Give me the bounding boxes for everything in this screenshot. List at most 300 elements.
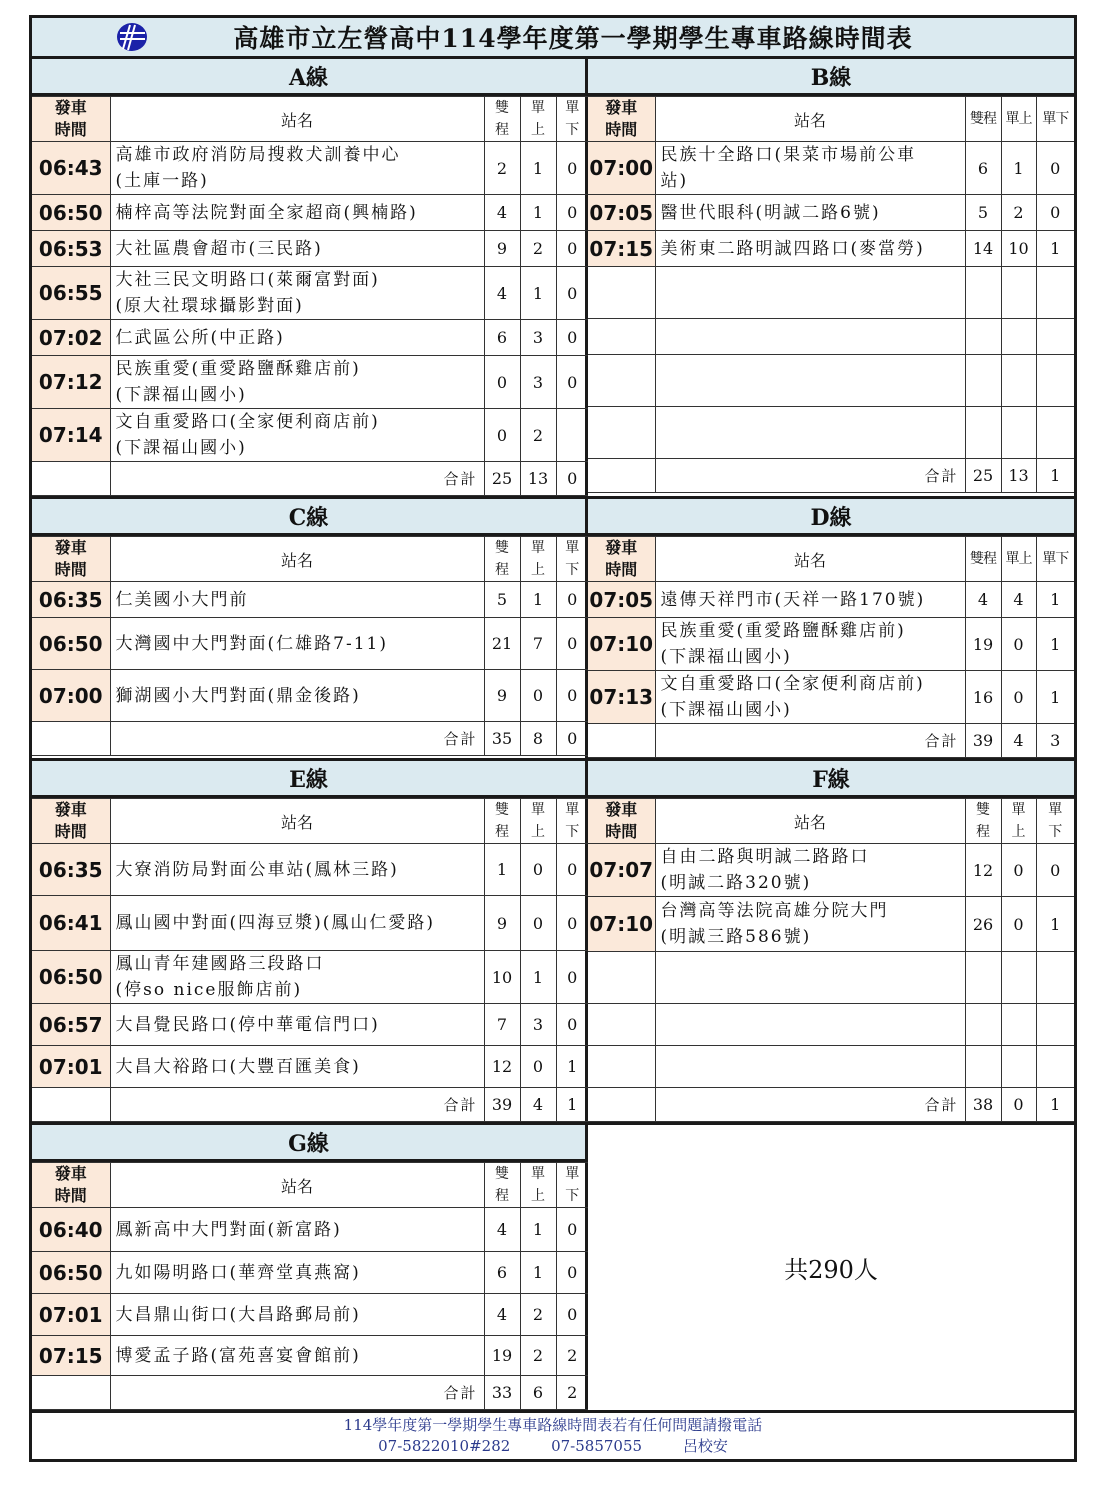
count-up: 2 [520, 231, 556, 267]
header-down-line2: 下 [565, 562, 580, 578]
count-down: 0 [556, 1004, 588, 1046]
empty-cell [588, 267, 655, 319]
line-b-table [588, 96, 1074, 493]
stop-name-line2: (下課福山國小) [660, 647, 792, 667]
empty-cell [655, 952, 965, 1004]
stop-name-line1: 醫世代眼科(明誠二路6號) [660, 202, 881, 223]
departure-time: 07:01 [32, 1294, 110, 1336]
line-a-heading: A線 [32, 59, 585, 96]
header-round-line2: 程 [495, 562, 509, 578]
empty-cell [588, 407, 655, 459]
header-departure-time [588, 537, 655, 582]
table-row [32, 142, 588, 195]
count-up: 2 [520, 1336, 556, 1376]
stop-name [110, 844, 484, 896]
stop-name [110, 267, 484, 320]
departure-time: 07:02 [32, 320, 110, 356]
table-row [32, 582, 588, 618]
subtotal-row [588, 1088, 1074, 1122]
departure-time: 07:00 [32, 670, 110, 722]
count-round: 4 [484, 1208, 520, 1252]
header-round-line2: 程 [495, 122, 509, 138]
subtotal-round: 39 [965, 724, 1001, 758]
header-time-line1: 發車 [54, 800, 87, 819]
stop-name [655, 844, 965, 897]
stop-name [110, 409, 484, 462]
header-round-line2: 程 [495, 1188, 509, 1204]
empty-cell [1001, 952, 1036, 1004]
count-up: 2 [520, 1294, 556, 1336]
subtotal-row [32, 722, 588, 756]
table-row [588, 195, 1074, 231]
header-up [520, 97, 556, 142]
subtotal-round: 39 [484, 1088, 520, 1122]
footer-phone-2: 07-5857055 [551, 1437, 643, 1455]
empty-cell [588, 1004, 655, 1046]
subtotal-round: 38 [965, 1088, 1001, 1122]
count-down [556, 409, 588, 462]
subtotal-row [32, 1088, 588, 1122]
table-row [32, 951, 588, 1004]
stop-name-line1: 大社三民文明路口(萊爾富對面) [115, 270, 380, 290]
empty-cell [1036, 952, 1074, 1004]
count-round: 6 [484, 320, 520, 356]
stop-name-line2: (停so nice服飾店前) [115, 980, 303, 1000]
header-stop-name: 站名 [110, 97, 484, 142]
line-f-table [588, 798, 1074, 1122]
header-down: 單下 [1036, 537, 1074, 582]
count-up: 1 [520, 267, 556, 320]
header-time-line2: 時間 [54, 1186, 87, 1205]
count-down: 0 [556, 582, 588, 618]
count-round: 14 [965, 231, 1001, 267]
count-round: 19 [484, 1336, 520, 1376]
count-up: 0 [520, 896, 556, 951]
header-up-line1: 單 [531, 802, 545, 818]
count-up: 3 [520, 356, 556, 409]
subtotal-row [32, 1376, 588, 1410]
line-e-panel [32, 758, 588, 1122]
empty-cell [32, 722, 110, 756]
count-down: 1 [1036, 897, 1074, 952]
header-time-line2: 時間 [54, 560, 87, 579]
departure-time: 07:14 [32, 409, 110, 462]
stop-name-line1: 高雄市政府消防局搜救犬訓養中心 [115, 145, 401, 165]
departure-time: 06:35 [32, 582, 110, 618]
header-row [32, 1163, 588, 1208]
table-row [588, 582, 1074, 618]
subtotal-down: 1 [1036, 1088, 1074, 1122]
departure-time: 07:00 [588, 142, 655, 195]
header-up-line2: 上 [531, 562, 545, 578]
count-up: 1 [520, 1252, 556, 1294]
stop-name [110, 1252, 484, 1294]
school-logo-icon [116, 22, 148, 52]
header-up-line2: 上 [531, 1188, 545, 1204]
table-row [32, 896, 588, 951]
table-row [32, 1046, 588, 1088]
subtotal-row [588, 724, 1074, 758]
table-row [588, 355, 1074, 407]
header-time-line1: 發車 [54, 1164, 87, 1183]
header-round [484, 537, 520, 582]
count-up: 1 [520, 142, 556, 195]
empty-cell [1001, 319, 1036, 355]
empty-cell [1036, 355, 1074, 407]
stop-name [110, 356, 484, 409]
header-stop-name: 站名 [655, 799, 965, 844]
header-up-line2: 上 [1011, 824, 1026, 840]
header-down [556, 1163, 588, 1208]
count-down: 0 [556, 267, 588, 320]
count-down: 0 [556, 1294, 588, 1336]
stop-name-line1: 大昌覺民路口(停中華電信門口) [115, 1014, 380, 1035]
count-down: 0 [556, 896, 588, 951]
count-round: 9 [484, 231, 520, 267]
count-round: 16 [965, 671, 1001, 724]
count-round: 12 [484, 1046, 520, 1088]
stop-name-line2: (下課福山國小) [115, 385, 247, 405]
count-down: 0 [556, 356, 588, 409]
header-departure-time [32, 1163, 110, 1208]
table-row [32, 1336, 588, 1376]
header-time-line2: 時間 [605, 560, 638, 579]
table-row [588, 897, 1074, 952]
header-down-line2: 下 [1048, 824, 1063, 840]
subtotal-up: 4 [1001, 724, 1036, 758]
grand-total: 共290人 [588, 1122, 1074, 1410]
count-down: 0 [556, 1208, 588, 1252]
subtotal-down: 1 [1036, 459, 1074, 493]
empty-cell [655, 1046, 965, 1088]
line-d-panel [588, 496, 1074, 758]
empty-cell [965, 952, 1001, 1004]
empty-cell [1001, 267, 1036, 319]
departure-time: 07:05 [588, 582, 655, 618]
header-down-line1: 單 [1048, 802, 1063, 818]
count-down: 0 [556, 618, 588, 670]
count-up: 3 [520, 320, 556, 356]
stop-name-line1: 仁武區公所(中正路) [115, 327, 285, 348]
count-round: 10 [484, 951, 520, 1004]
subtotal-down: 0 [556, 722, 588, 756]
count-down: 0 [556, 195, 588, 231]
header-up [520, 799, 556, 844]
stop-name-line1: 鳳山國中對面(四海豆漿)(鳳山仁愛路) [115, 913, 436, 933]
empty-cell [965, 355, 1001, 407]
stop-name [110, 896, 484, 951]
table-row [32, 409, 588, 462]
grand-total-panel [588, 1122, 1074, 1410]
count-down: 1 [1036, 671, 1074, 724]
header-stop-name: 站名 [655, 97, 965, 142]
subtotal-label: 合計 [655, 459, 965, 493]
departure-time: 07:10 [588, 618, 655, 671]
header-down-line1: 單 [565, 540, 580, 556]
header-time-line1: 發車 [54, 538, 87, 557]
departure-time: 06:50 [32, 618, 110, 670]
departure-time: 06:43 [32, 142, 110, 195]
header-row [588, 537, 1074, 582]
departure-time: 07:15 [32, 1336, 110, 1376]
count-round: 4 [484, 267, 520, 320]
header-down: 單下 [1036, 97, 1074, 142]
header-round [484, 799, 520, 844]
routes-grid [32, 59, 1074, 1410]
empty-cell [588, 355, 655, 407]
count-down: 1 [1036, 231, 1074, 267]
stop-name-line2: (原大社環球攝影對面) [115, 296, 304, 316]
bus-schedule-sheet [29, 15, 1077, 1462]
stop-name [110, 670, 484, 722]
table-row [32, 1252, 588, 1294]
header-time-line1: 發車 [605, 98, 638, 117]
line-c-table [32, 536, 588, 756]
empty-cell [655, 1004, 965, 1046]
count-round: 4 [965, 582, 1001, 618]
stop-name-line1: 博愛孟子路(富苑喜宴會館前) [115, 1345, 361, 1366]
header-down-line2: 下 [565, 122, 580, 138]
empty-cell [1036, 407, 1074, 459]
line-e-table [32, 798, 588, 1122]
departure-time: 07:12 [32, 356, 110, 409]
subtotal-up: 13 [1001, 459, 1036, 493]
empty-cell [965, 1004, 1001, 1046]
header-down-line2: 下 [565, 824, 580, 840]
header-time-line2: 時間 [605, 120, 638, 139]
header-time-line1: 發車 [54, 98, 87, 117]
empty-cell [965, 319, 1001, 355]
line-f-panel [588, 758, 1074, 1122]
header-up-line2: 上 [531, 122, 545, 138]
count-down: 0 [1036, 195, 1074, 231]
count-down: 0 [556, 844, 588, 896]
empty-cell [655, 267, 965, 319]
footer-phone-1: 07-5822010#282 [378, 1437, 511, 1455]
table-row [32, 1208, 588, 1252]
stop-name-line1: 美術東二路明誠四路口(麥當勞) [660, 238, 925, 259]
count-round: 5 [965, 195, 1001, 231]
header-stop-name: 站名 [110, 1163, 484, 1208]
header-down [556, 97, 588, 142]
table-row [588, 671, 1074, 724]
count-up: 0 [1001, 844, 1036, 897]
empty-cell [1001, 1046, 1036, 1088]
count-down: 0 [556, 670, 588, 722]
subtotal-down: 2 [556, 1376, 588, 1410]
stop-name-line1: 大灣國中大門對面(仁雄路7-11) [115, 633, 388, 654]
empty-cell [1036, 1004, 1074, 1046]
header-round [965, 799, 1001, 844]
subtotal-up: 0 [1001, 1088, 1036, 1122]
count-down: 2 [556, 1336, 588, 1376]
table-row [588, 1004, 1074, 1046]
departure-time: 06:50 [32, 1252, 110, 1294]
stop-name [110, 142, 484, 195]
empty-cell [588, 724, 655, 758]
subtotal-round: 33 [484, 1376, 520, 1410]
subtotal-label: 合計 [110, 722, 484, 756]
count-round: 12 [965, 844, 1001, 897]
header-up: 單上 [1001, 537, 1036, 582]
table-row [32, 844, 588, 896]
stop-name-line1: 獅湖國小大門對面(鼎金後路) [115, 685, 361, 706]
table-row [32, 1004, 588, 1046]
stop-name [655, 231, 965, 267]
departure-time: 06:55 [32, 267, 110, 320]
stop-name-line1: 民族十全路口(果菜市場前公車 [660, 145, 917, 165]
empty-cell [1036, 1046, 1074, 1088]
subtotal-label: 合計 [110, 1376, 484, 1410]
line-g-panel [32, 1122, 588, 1410]
count-up: 0 [520, 844, 556, 896]
line-g-table [32, 1162, 588, 1410]
header-row [588, 97, 1074, 142]
empty-cell [1001, 407, 1036, 459]
count-round: 19 [965, 618, 1001, 671]
empty-cell [1001, 355, 1036, 407]
count-up: 1 [520, 1208, 556, 1252]
subtotal-row [588, 459, 1074, 493]
empty-cell [32, 462, 110, 496]
count-round: 0 [484, 409, 520, 462]
subtotal-down: 1 [556, 1088, 588, 1122]
line-d-heading: D線 [588, 499, 1074, 536]
empty-cell [655, 407, 965, 459]
departure-time: 07:07 [588, 844, 655, 897]
departure-time: 06:41 [32, 896, 110, 951]
header-round-line1: 雙 [495, 802, 509, 818]
empty-cell [32, 1088, 110, 1122]
count-round: 4 [484, 195, 520, 231]
stop-name [110, 1336, 484, 1376]
table-row [588, 142, 1074, 195]
stop-name-line2: 站) [660, 171, 689, 191]
empty-cell [588, 459, 655, 493]
empty-cell [655, 319, 965, 355]
stop-name [110, 1046, 484, 1088]
subtotal-round: 35 [484, 722, 520, 756]
count-round: 5 [484, 582, 520, 618]
stop-name-line1: 文自重愛路口(全家便利商店前) [660, 674, 925, 694]
header-up-line1: 單 [531, 100, 545, 116]
header-departure-time [32, 537, 110, 582]
header-up-line1: 單 [531, 540, 545, 556]
count-round: 9 [484, 896, 520, 951]
header-row [588, 799, 1074, 844]
empty-cell [32, 1376, 110, 1410]
count-up: 2 [520, 409, 556, 462]
stop-name-line2: (下課福山國小) [660, 700, 792, 720]
subtotal-up: 4 [520, 1088, 556, 1122]
stop-name-line1: 九如陽明路口(華齊堂真燕窩) [115, 1262, 361, 1283]
stop-name [655, 897, 965, 952]
count-down: 0 [556, 1252, 588, 1294]
count-round: 6 [484, 1252, 520, 1294]
empty-cell [1036, 319, 1074, 355]
count-round: 1 [484, 844, 520, 896]
line-c-heading: C線 [32, 499, 585, 536]
header-round-line1: 雙 [495, 1166, 509, 1182]
header-up [520, 1163, 556, 1208]
header-down-line2: 下 [565, 1188, 580, 1204]
header-time-line1: 發車 [605, 800, 638, 819]
stop-name [655, 142, 965, 195]
header-round-line1: 雙 [495, 100, 509, 116]
count-up: 3 [520, 1004, 556, 1046]
stop-name [655, 582, 965, 618]
stop-name [655, 618, 965, 671]
table-row [588, 319, 1074, 355]
line-b-heading: B線 [588, 59, 1074, 96]
count-round: 6 [965, 142, 1001, 195]
count-round: 4 [484, 1294, 520, 1336]
table-row [32, 320, 588, 356]
stop-name-line2: (明誠三路586號) [660, 927, 812, 947]
empty-cell [588, 1046, 655, 1088]
table-row [32, 356, 588, 409]
count-round: 21 [484, 618, 520, 670]
subtotal-up: 13 [520, 462, 556, 496]
stop-name [655, 195, 965, 231]
line-a-panel [32, 59, 588, 496]
header-up-line2: 上 [531, 824, 545, 840]
stop-name [110, 1208, 484, 1252]
header-round-line1: 雙 [495, 540, 509, 556]
subtotal-label: 合計 [110, 462, 484, 496]
stop-name-line1: 仁美國小大門前 [115, 589, 249, 610]
departure-time: 07:01 [32, 1046, 110, 1088]
subtotal-label: 合計 [110, 1088, 484, 1122]
line-g-heading: G線 [32, 1125, 585, 1162]
header-stop-name: 站名 [655, 537, 965, 582]
empty-cell [588, 952, 655, 1004]
header-departure-time [588, 799, 655, 844]
stop-name [110, 231, 484, 267]
page-title: 高雄市立左營高中114學年度第一學期學生專車路線時間表 [233, 24, 913, 53]
count-down: 0 [556, 231, 588, 267]
header-down [1036, 799, 1074, 844]
count-round: 0 [484, 356, 520, 409]
stop-name [655, 671, 965, 724]
empty-cell [965, 407, 1001, 459]
stop-name-line1: 自由二路與明誠二路路口 [660, 847, 870, 867]
subtotal-down: 0 [556, 462, 588, 496]
line-d-table [588, 536, 1074, 758]
header-row [32, 799, 588, 844]
table-row [32, 231, 588, 267]
header-up [1001, 799, 1036, 844]
table-row [32, 267, 588, 320]
stop-name-line2: (土庫一路) [115, 171, 209, 191]
line-b-panel [588, 59, 1074, 496]
departure-time: 07:05 [588, 195, 655, 231]
header-up: 單上 [1001, 97, 1036, 142]
stop-name [110, 618, 484, 670]
count-down: 1 [1036, 582, 1074, 618]
stop-name-line1: 台灣高等法院高雄分院大門 [660, 901, 889, 921]
count-up: 1 [520, 582, 556, 618]
stop-name-line1: 大昌大裕路口(大豐百匯美食) [115, 1056, 361, 1077]
departure-time: 06:40 [32, 1208, 110, 1252]
count-round: 26 [965, 897, 1001, 952]
stop-name-line1: 鳳山青年建國路三段路口 [115, 954, 325, 974]
count-up: 1 [520, 195, 556, 231]
subtotal-down: 3 [1036, 724, 1074, 758]
departure-time: 06:53 [32, 231, 110, 267]
header-down [556, 537, 588, 582]
header-round-line1: 雙 [976, 802, 990, 818]
